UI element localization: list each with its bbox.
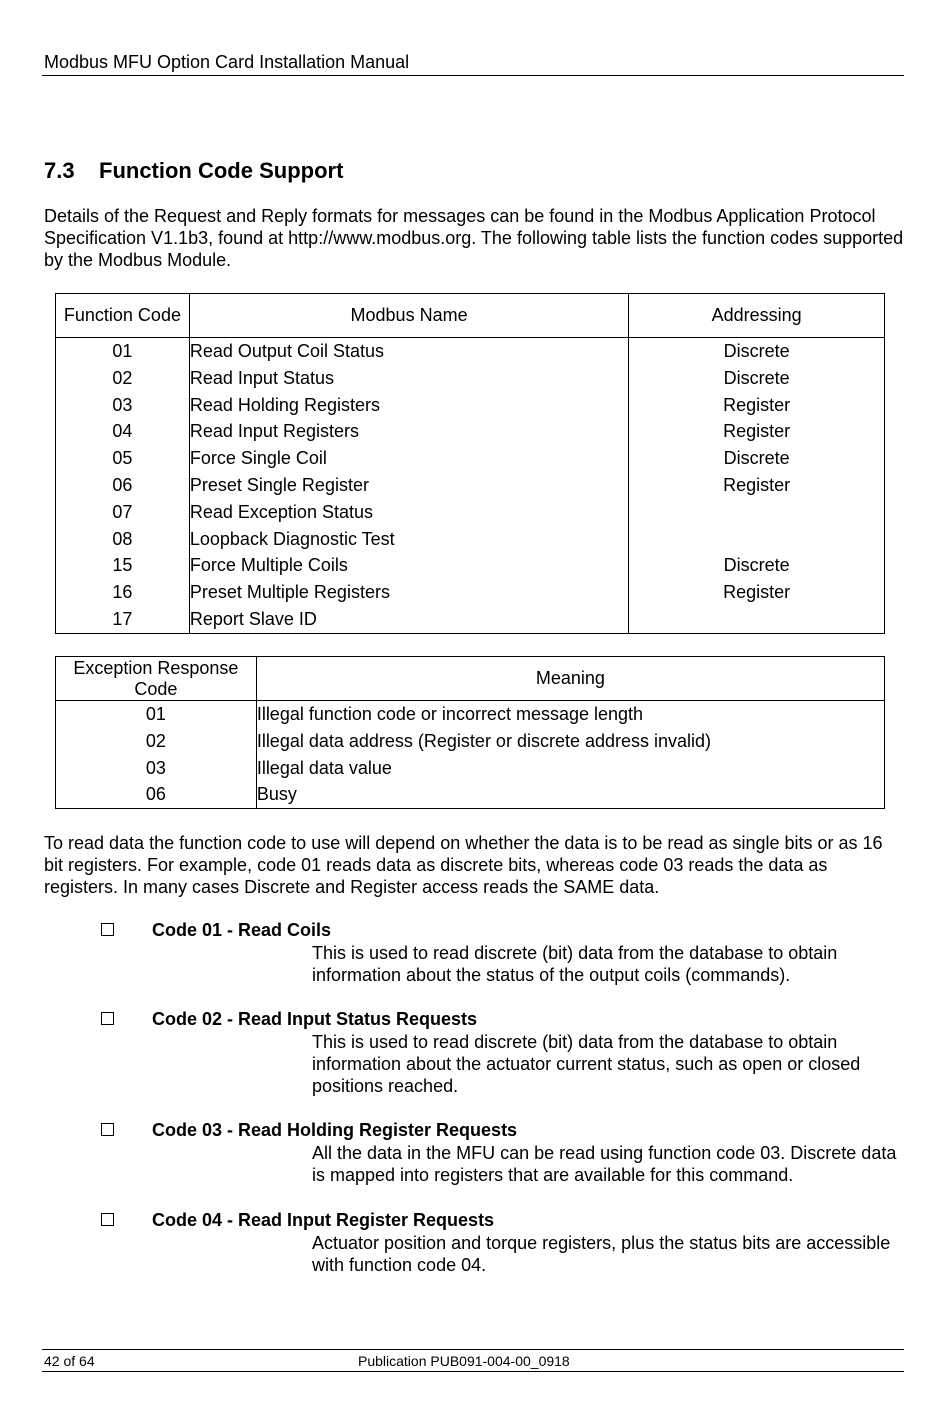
exception-code: 02 bbox=[56, 728, 257, 755]
function-code: 16 bbox=[56, 579, 190, 606]
function-code-table bbox=[55, 293, 885, 634]
function-code: 05 bbox=[56, 445, 190, 472]
code-description: All the data in the MFU can be read using function code 03. Discrete data is mapped into registers that are available for this command. bbox=[312, 1143, 897, 1185]
function-code: 02 bbox=[56, 365, 190, 392]
exception-code: 01 bbox=[56, 701, 257, 728]
code-title: Code 02 - Read Input Status Requests bbox=[152, 1009, 478, 1029]
addressing: Discrete bbox=[629, 552, 885, 579]
exception-meaning: Illegal function code or incorrect message length bbox=[256, 701, 884, 728]
footer-rule bbox=[42, 1371, 904, 1372]
header-rule bbox=[42, 75, 904, 76]
modbus-name: Read Input Registers bbox=[189, 418, 628, 445]
modbus-name: Read Output Coil Status bbox=[189, 338, 628, 365]
table-row bbox=[56, 755, 885, 782]
table-row bbox=[56, 579, 885, 606]
function-code: 01 bbox=[56, 338, 190, 365]
addressing: Register bbox=[629, 418, 885, 445]
column-header: Function Code bbox=[56, 294, 190, 338]
page-number: 42 of 64 bbox=[44, 1353, 95, 1369]
checkbox-bullet-icon bbox=[101, 1123, 114, 1136]
exception-code-table bbox=[55, 656, 885, 809]
addressing: Register bbox=[629, 472, 885, 499]
running-header: Modbus MFU Option Card Installation Manual bbox=[44, 52, 410, 72]
section-number: 7.3 bbox=[44, 158, 75, 183]
code-description: This is used to read discrete (bit) data from the database to obtain information about the actuator current status, such as open or closed positions reached. bbox=[312, 1032, 861, 1096]
modbus-name: Preset Multiple Registers bbox=[189, 579, 628, 606]
table-row bbox=[56, 472, 885, 499]
table-row bbox=[56, 606, 885, 633]
table-row bbox=[56, 338, 885, 365]
addressing: Discrete bbox=[629, 445, 885, 472]
column-header: Modbus Name bbox=[189, 294, 628, 338]
publication-id: Publication PUB091-004-00_0918 bbox=[358, 1353, 570, 1369]
table-header-row bbox=[56, 294, 885, 338]
code-title: Code 03 - Read Holding Register Requests bbox=[152, 1120, 518, 1140]
code-title: Code 04 - Read Input Register Requests bbox=[152, 1210, 495, 1230]
column-header: Exception Response Code bbox=[56, 657, 257, 701]
table-row bbox=[56, 781, 885, 808]
checkbox-bullet-icon bbox=[101, 923, 114, 936]
function-code: 03 bbox=[56, 392, 190, 419]
exception-meaning: Illegal data value bbox=[256, 755, 884, 782]
intro-paragraph: Details of the Request and Reply formats for messages can be found in the Modbus Application Protocol Specification V1.1b3, found at http://www.modbus.org. The following table lists the function codes supported by the Modbus Module. bbox=[44, 206, 904, 270]
function-code: 17 bbox=[56, 606, 190, 633]
table-row bbox=[56, 701, 885, 728]
addressing: Register bbox=[629, 579, 885, 606]
function-code: 07 bbox=[56, 499, 190, 526]
exception-code: 06 bbox=[56, 781, 257, 808]
modbus-name: Force Multiple Coils bbox=[189, 552, 628, 579]
exception-meaning: Busy bbox=[256, 781, 884, 808]
exception-code: 03 bbox=[56, 755, 257, 782]
modbus-name: Preset Single Register bbox=[189, 472, 628, 499]
function-code: 08 bbox=[56, 526, 190, 553]
checkbox-bullet-icon bbox=[101, 1213, 114, 1226]
table-row bbox=[56, 392, 885, 419]
addressing: Discrete bbox=[629, 365, 885, 392]
modbus-name: Read Holding Registers bbox=[189, 392, 628, 419]
column-header: Addressing bbox=[629, 294, 885, 338]
table-header-row bbox=[56, 657, 885, 701]
modbus-name: Report Slave ID bbox=[189, 606, 628, 633]
function-code: 15 bbox=[56, 552, 190, 579]
column-header: Meaning bbox=[256, 657, 884, 701]
table-row bbox=[56, 365, 885, 392]
exception-meaning: Illegal data address (Register or discrete address invalid) bbox=[256, 728, 884, 755]
table-row bbox=[56, 526, 885, 553]
footer-rule bbox=[42, 1349, 904, 1350]
addressing: Discrete bbox=[629, 338, 885, 365]
function-code: 04 bbox=[56, 418, 190, 445]
addressing bbox=[629, 606, 885, 633]
modbus-name: Force Single Coil bbox=[189, 445, 628, 472]
addressing bbox=[629, 499, 885, 526]
table-row bbox=[56, 728, 885, 755]
table-row bbox=[56, 418, 885, 445]
read-note-paragraph: To read data the function code to use will depend on whether the data is to be read as single bits or as 16 bit registers. For example, code 01 reads data as discrete bits, whereas code 03 reads the data as registers. In many cases Discrete and Register access reads the SAME data. bbox=[44, 833, 883, 897]
modbus-name: Read Input Status bbox=[189, 365, 628, 392]
modbus-name: Loopback Diagnostic Test bbox=[189, 526, 628, 553]
code-description: Actuator position and torque registers, plus the status bits are accessible with function code 04. bbox=[312, 1233, 891, 1275]
table-row bbox=[56, 499, 885, 526]
addressing bbox=[629, 526, 885, 553]
function-code: 06 bbox=[56, 472, 190, 499]
checkbox-bullet-icon bbox=[101, 1012, 114, 1025]
code-title: Code 01 - Read Coils bbox=[152, 920, 332, 940]
table-row bbox=[56, 552, 885, 579]
modbus-name: Read Exception Status bbox=[189, 499, 628, 526]
section-title: Function Code Support bbox=[99, 158, 344, 183]
table-row bbox=[56, 445, 885, 472]
addressing: Register bbox=[629, 392, 885, 419]
code-description: This is used to read discrete (bit) data from the database to obtain information about the status of the output coils (commands). bbox=[312, 943, 838, 985]
